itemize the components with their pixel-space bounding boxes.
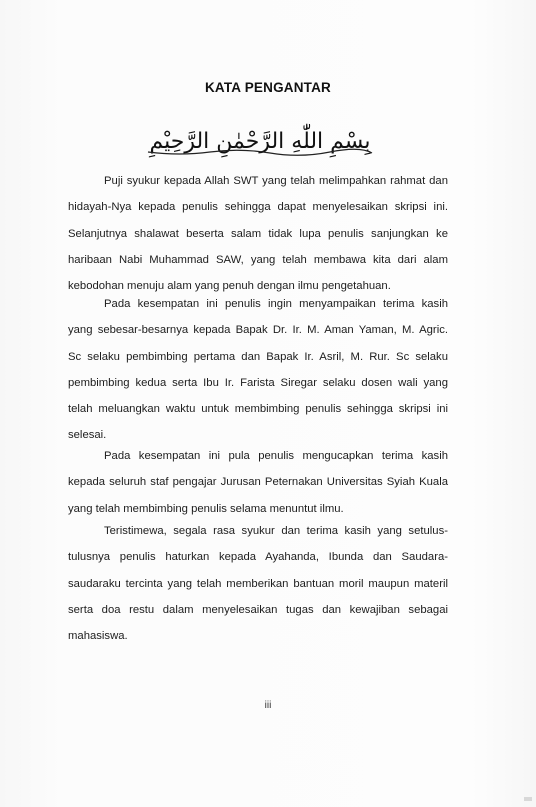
paragraph-line: kebodohan menuju alam yang penuh dengan ilmu pengetahuan. <box>68 280 391 293</box>
paragraph-line: Pada kesempatan ini penulis ingin menyampaikan terima kasih <box>104 298 448 310</box>
paragraph-3 <box>68 443 448 522</box>
paragraph-line: Teristimewa, segala rasa syukur dan terima kasih yang setulus- <box>104 525 448 537</box>
paragraph-line: yang sebesar-besarnya kepada Bapak Dr. Ir. M. Aman Yaman, M. Agric. <box>68 324 448 337</box>
paragraph-line: kepada seluruh staf pengajar Jurusan Peternakan Universitas Syiah Kuala <box>68 476 448 489</box>
paragraph-line: mahasiswa. <box>68 630 128 643</box>
paragraph-1 <box>68 168 448 299</box>
paragraph-line: saudaraku tercinta yang telah memberikan bantuan moril maupun materil <box>68 577 448 590</box>
paragraph-line: yang telah membimbing penulis selama menuntut ilmu. <box>68 502 344 515</box>
page-number: iii <box>264 700 272 711</box>
paragraph-line: hidayah-Nya kepada penulis sehingga dapat menyelesaikan skripsi ini. <box>68 201 448 214</box>
paragraph-line: tulusnya penulis haturkan kepada Ayahanda, Ibunda dan Saudara- <box>68 551 448 564</box>
paragraph-line: serta doa restu dalam menyelesaikan tugas dan kewajiban sebagai <box>68 603 448 616</box>
paragraph-line: Pada kesempatan ini pula penulis mengucapkan terima kasih <box>104 450 448 462</box>
page-title: KATA PENGANTAR <box>204 80 332 95</box>
paragraph-line: pembimbing kedua serta Ibu Ir. Farista Siregar selaku dosen wali yang <box>68 376 448 389</box>
paragraph-line: Selanjutnya shalawat beserta salam tidak lupa penulis sanjungkan ke <box>68 227 448 240</box>
paragraph-line: telah meluangkan waktu untuk membimbing penulis sehingga skripsi ini <box>68 403 448 416</box>
paragraph-2 <box>68 291 448 449</box>
paragraph-line: Sc selaku pembimbing pertama dan Bapak Ir. Asril, M. Rur. Sc selaku <box>68 350 448 363</box>
basmalah-calligraphy <box>140 112 380 166</box>
svg-text:بِسْمِ اللّٰهِ الرَّحْمٰنِ الر: بِسْمِ اللّٰهِ الرَّحْمٰنِ الرَّحِيْمِ <box>149 129 371 154</box>
paragraph-4 <box>68 518 448 649</box>
scan-artifact <box>524 797 532 801</box>
paragraph-line: Puji syukur kepada Allah SWT yang telah melimpahkan rahmat dan <box>104 175 448 187</box>
paragraph-line: haribaan Nabi Muhammad SAW, yang telah membawa kita dari alam <box>68 253 448 266</box>
paragraph-line: selesai. <box>68 429 107 442</box>
